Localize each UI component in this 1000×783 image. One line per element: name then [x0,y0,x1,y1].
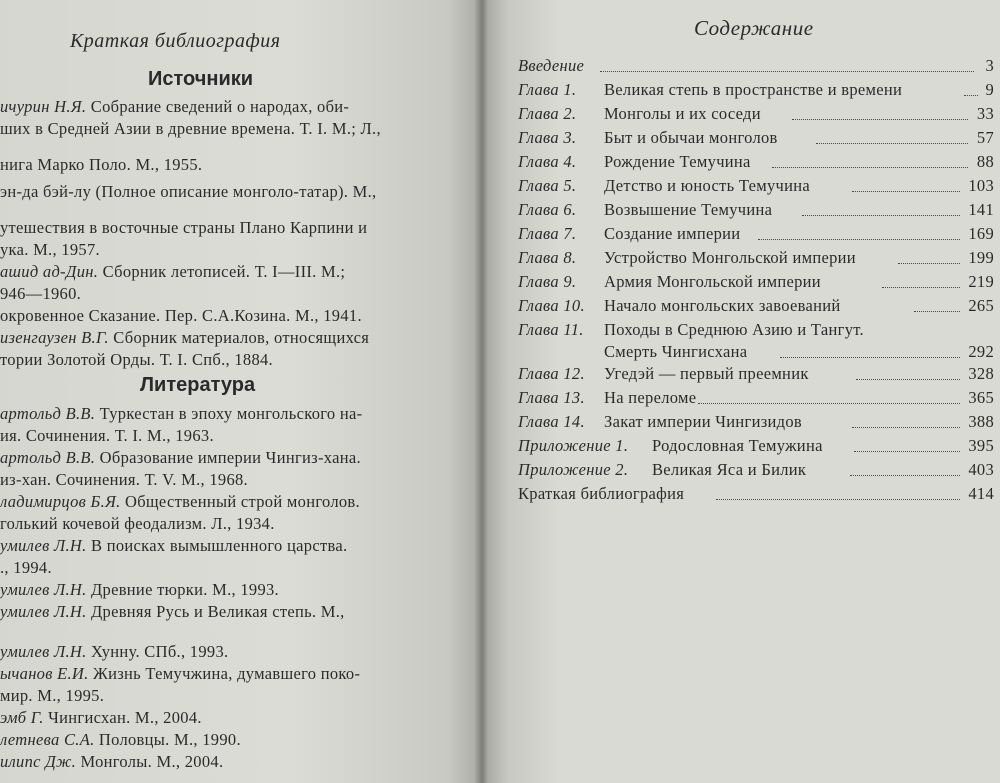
toc-page: 328 [968,364,994,383]
toc-entry [518,224,994,246]
toc-entry [518,152,994,174]
toc-entry [518,272,994,294]
toc-leader [792,119,968,120]
toc-title: Устройство Монгольской империи [604,248,856,267]
bib-line: умилев Л.Н. Древние тюрки. М., 1993. [0,580,279,599]
toc-leader [964,95,978,96]
bib-line: ашид ад-Дин. Сборник летописей. Т. I—III. М.; [0,262,346,281]
toc-label: Глава 6. [518,200,577,219]
toc-page: 403 [968,460,994,479]
toc-label: Глава 11. [518,320,584,339]
bib-line: ших в Средней Азии в древние времена. Т. I. М.; Л., [0,119,381,138]
toc-page: 292 [968,342,994,361]
bib-line: летнева С.А. Половцы. М., 1990. [0,730,241,749]
toc-entry [518,200,994,222]
toc-label: Глава 7. [518,224,577,243]
toc-label: Глава 5. [518,176,577,195]
bib-line: ичурин Н.Я. Собрание сведений о народах, оби- [0,97,350,116]
bib-line: голький кочевой феодализм. Л., 1934. [0,514,275,533]
sources-heading: Источники [148,68,254,90]
toc-label: Глава 13. [518,388,585,407]
bib-line: ычанов Е.И. Жизнь Темучжина, думавшего поко- [0,664,361,683]
toc-leader [852,427,960,428]
bib-line: ия. Сочинения. Т. I. М., 1963. [0,426,214,445]
bib-line: утешествия в восточные страны Плано Карпини и [0,218,368,237]
toc-entry [518,80,994,102]
bib-line: умилев Л.Н. В поисках вымышленного царства. [0,536,348,555]
toc-label: Введение [518,56,585,75]
toc-title: Родословная Темужина [652,436,823,455]
bib-line: тории Золотой Орды. Т. I. Спб., 1884. [0,350,273,369]
toc-title: Закат империи Чингизидов [604,412,803,431]
toc-title: Возвышение Темучина [604,200,773,219]
toc-entry [518,436,994,458]
toc-page: 141 [968,200,994,219]
toc-leader [716,499,960,500]
bib-line: 946—1960. [0,284,82,303]
right-page [482,0,1000,783]
bib-line: нига Марко Поло. М., 1955. [0,155,203,174]
toc-label: Глава 3. [518,128,577,147]
toc-entry [518,320,994,366]
toc-entry [518,364,994,386]
toc-title: Краткая библиография [518,484,685,503]
toc-label: Приложение 1. [518,436,629,455]
bib-line: ука. М., 1957. [0,240,100,259]
toc-title: Великая степь в пространстве и времени [604,80,903,99]
toc-entry [518,128,994,150]
toc-page: 199 [968,248,994,267]
toc-page: 103 [968,176,994,195]
toc-leader [802,215,960,216]
toc-leader [882,287,960,288]
toc-entry [518,412,994,434]
literature-heading: Литература [140,374,256,396]
toc-page: 395 [968,436,994,455]
toc-label: Глава 9. [518,272,577,291]
bib-line: илипс Дж. Монголы. М., 2004. [0,752,224,771]
toc-title: Угедэй — первый преемник [604,364,809,383]
toc-leader [698,403,960,404]
toc-title: Армия Монгольской империи [604,272,821,291]
toc-label: Глава 12. [518,364,585,383]
bib-line: из-хан. Сочинения. Т. V. М., 1968. [0,470,248,489]
toc-page: 169 [968,224,994,243]
toc-entry [518,296,994,318]
bib-line: мир. М., 1995. [0,686,105,705]
bib-line: ., 1994. [0,558,52,577]
toc-title: Детство и юность Темучина [604,176,810,195]
toc-entry [518,56,994,78]
toc-title: Монголы и их соседи [604,104,761,123]
toc-title-continued: Смерть Чингисхана [604,342,748,361]
toc-label: Приложение 2. [518,460,629,479]
toc-title: На переломе [604,388,697,407]
toc-label: Глава 1. [518,80,577,99]
toc-leader [772,167,968,168]
toc-label: Глава 14. [518,412,585,431]
left-page [0,0,482,783]
toc-leader [854,451,960,452]
toc-entry [518,460,994,482]
toc-page: 33 [976,104,994,123]
toc-title: Великая Яса и Билик [652,460,807,479]
toc-entry [518,104,994,126]
bib-line: артольд В.В. Образование империи Чингиз-хана. [0,448,361,467]
toc-page: 265 [968,296,994,315]
toc-page: 3 [985,56,994,75]
toc-leader [816,143,968,144]
toc-page: 57 [976,128,994,147]
toc-title: Создание империи [604,224,741,243]
toc-leader [850,475,960,476]
toc-label: Глава 8. [518,248,577,267]
toc-label: Глава 4. [518,152,577,171]
toc-leader [856,379,960,380]
contents-title: Содержание [694,16,814,40]
toc-entry [518,484,994,506]
toc-leader [780,357,960,358]
bibliography-title: Краткая библиография [70,30,281,52]
toc-leader [600,71,974,72]
toc-page: 9 [985,80,994,99]
toc-label: Глава 2. [518,104,577,123]
toc-label: Глава 10. [518,296,585,315]
bib-line: умилев Л.Н. Древняя Русь и Великая степь. М., [0,602,345,621]
toc-title: Походы в Среднюю Азию и Тангут. [604,320,864,339]
bib-line: ладимирцов Б.Я. Общественный строй монголов. [0,492,360,511]
toc-title: Быт и обычаи монголов [604,128,778,147]
toc-leader [898,263,960,264]
toc-leader [852,191,960,192]
toc-entry [518,388,994,410]
toc-page: 388 [968,412,994,431]
toc-leader [914,311,960,312]
toc-page: 365 [968,388,994,407]
toc-title: Рождение Темучина [604,152,751,171]
toc-leader [758,239,960,240]
toc-entry [518,248,994,270]
bib-line: артольд В.В. Туркестан в эпоху монгольского на- [0,404,363,423]
bib-line: эн-да бэй-лу (Полное описание монголо-татар). М., [0,182,377,201]
bib-line: изенгаузен В.Г. Сборник материалов, относящихся [0,328,370,347]
bib-line: окровенное Сказание. Пер. С.А.Козина. М., 1941. [0,306,362,325]
toc-entry [518,176,994,198]
book-gutter [474,0,488,783]
toc-page: 219 [968,272,994,291]
bib-line: эмб Г. Чингисхан. М., 2004. [0,708,202,727]
bib-line: умилев Л.Н. Хунну. СПб., 1993. [0,642,229,661]
toc-page: 414 [968,484,994,503]
toc-page: 88 [976,152,994,171]
toc-title: Начало монгольских завоеваний [604,296,841,315]
